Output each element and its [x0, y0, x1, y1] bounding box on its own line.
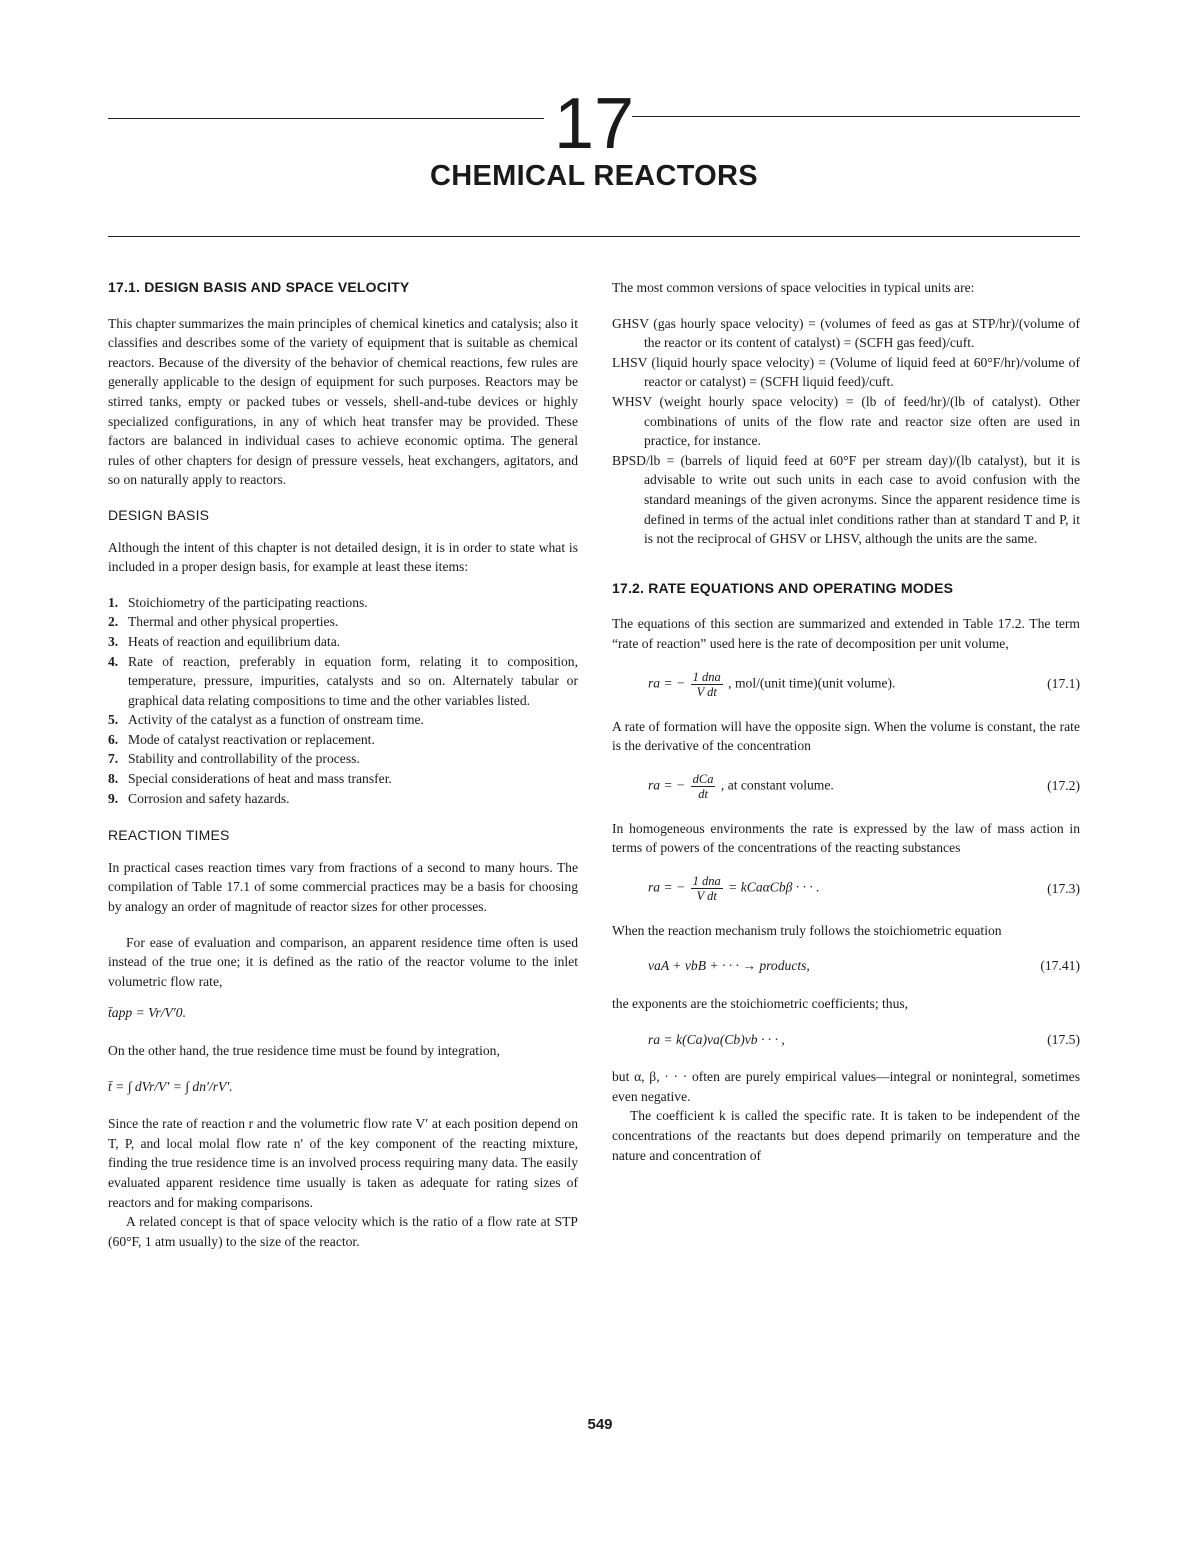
header-rule-right	[632, 116, 1080, 117]
list-item: 3. Heats of reaction and equilibrium data.	[108, 633, 341, 649]
equation-number: (17.41)	[1040, 958, 1080, 974]
chapter-title: CHEMICAL REACTORS	[430, 160, 758, 192]
header-rule-bottom	[108, 236, 1080, 237]
equation-number: (17.3)	[1047, 880, 1080, 896]
paragraph: The coefficient k is called the specific rate. It is taken to be independent of the concentrations of the reactants but does depend primarily on temperature and the nature and concentration of	[612, 1108, 1080, 1163]
equation-17-5: ra = k(Ca)νa(Cb)νb · · · , (17.5)	[612, 1030, 1080, 1050]
paragraph: When the reaction mechanism truly follows the stoichiometric equation	[612, 922, 1002, 938]
equation-number: (17.5)	[1047, 1031, 1080, 1047]
chapter-number: 17	[553, 84, 635, 164]
definition-item: GHSV (gas hourly space velocity) = (volumes of feed as gas at STP/hr)/(volume of the reactor or its content of catalyst) = (SCFH gas feed)/cuft.	[612, 315, 1080, 351]
paragraph: A rate of formation will have the opposite sign. When the volume is constant, the rate is the derivative of the concentration	[612, 718, 1080, 754]
definition-item: BPSD/lb = (barrels of liquid feed at 60°F per stream day)/(lb catalyst), but it is advisable to write out such units in each case to avoid confusion with the standard meanings of the given acronyms. Since the apparent residence time is defined in terms of the actual inlet conditions rather than at standard T and P, it is not the reciprocal of GHSV or LHSV, although the units are the same.	[612, 452, 1080, 547]
list-item: 9. Corrosion and safety hazards.	[108, 790, 290, 806]
list-item: 4. Rate of reaction, preferably in equation form, relating it to composition, temperature, pressure, impurities, catalysts and so on. Alternately tabular or graphical data relating compositions to time and the other variables listed.	[108, 653, 578, 708]
paragraph: For ease of evaluation and comparison, an apparent residence time often is used instead of the true one; it is defined as the ratio of the reactor volume to the inlet volumetric flow rate,	[108, 934, 578, 989]
paragraph: In homogeneous environments the rate is expressed by the law of mass action in terms of powers of the concentrations of the reacting substances	[612, 820, 1080, 856]
page-number: 549	[587, 1416, 613, 1433]
paragraph: In practical cases reaction times vary from fractions of a second to many hours. The compilation of Table 17.1 of some commercial practices may be a basis for choosing by analogy an order of magnitude of reactor sizes for other processes.	[108, 859, 578, 915]
section-heading-17-2: 17.2. RATE EQUATIONS AND OPERATING MODES	[612, 579, 954, 596]
equation-17-1: ra = − $\frac{\text{1 dna}}{\text{V dt}}$ , mol/(unit time)(unit volume). (17.1)	[648, 669, 1080, 699]
equation-17-3: ra = − $\frac{\text{1 dna}}{\text{V dt}}$ = kCaαCbβ · · · . (17.3)	[648, 873, 1080, 903]
definition-item: LHSV (liquid hourly space velocity) = (Volume of liquid feed at 60°F/hr)/volume of reactor or catalyst) = (SCFH liquid feed)/cuft.	[612, 354, 1080, 390]
equation-number: (17.1)	[1047, 676, 1080, 692]
paragraph: A related concept is that of space velocity which is the ratio of a flow rate at STP (60°F, 1 atm usually) to the size of the reactor.	[108, 1214, 578, 1249]
paragraph: On the other hand, the true residence time must be found by integration,	[108, 1043, 500, 1058]
list-item: 5. Activity of the catalyst as a function of onstream time.	[108, 712, 424, 728]
design-basis-list	[108, 593, 578, 809]
list-item: 8. Special considerations of heat and mass transfer.	[108, 771, 392, 787]
paragraph: Since the rate of reaction r and the volumetric flow rate V′ at each position depend on T, P, and local molal flow rate n′ of the key component of the reacting mixture, finding the true residence time is an involved process requiring many data. The easily evaluated apparent residence time usually is taken as adequate for rating sizes of reactors and for making comparisons.	[108, 1116, 578, 1210]
subheading-design-basis: DESIGN BASIS	[108, 506, 210, 523]
equation-true-residence-time: t̄ = ∫ dVr/V′ = ∫ dn′/rV′.	[108, 1078, 233, 1094]
list-item: 1. Stoichiometry of the participating reactions.	[108, 594, 368, 610]
paragraph: the exponents are the stoichiometric coefficients; thus,	[612, 996, 909, 1012]
equation-17-41: νaA + νbB + · · · → products, (17.41)	[612, 956, 1080, 976]
list-item: 2. Thermal and other physical properties.	[108, 614, 339, 630]
equation-number: (17.2)	[1047, 778, 1080, 794]
paragraph: but α, β, · · · often are purely empirical values—integral or nonintegral, sometimes even negative.	[612, 1069, 1080, 1104]
equation-17-2: ra = − $\frac{\text{dCa}}{dt}$ , at constant volume. (17.2)	[648, 771, 1080, 801]
paragraph: Although the intent of this chapter is not detailed design, it is in order to state what is included in a proper design basis, for example at least these items:	[108, 539, 578, 575]
paragraph: The most common versions of space velocities in typical units are:	[612, 280, 975, 295]
list-item: 6. Mode of catalyst reactivation or replacement.	[108, 731, 375, 747]
equation-apparent-residence-time: t̄app = Vr/V′0.	[108, 1005, 186, 1021]
space-velocity-definitions	[612, 314, 1080, 549]
definition-item: WHSV (weight hourly space velocity) = (lb of feed/hr)/(lb of catalyst). Other combinations of units of the flow rate and reactor size often are used in practice, for instance.	[612, 393, 1080, 449]
paragraph: This chapter summarizes the main principles of chemical kinetics and catalysis; also it classifies and describes some of the variety of equipment that is suitable as chemical reactors. Because of the diversity of the behavior of chemical reactions, few rules are generally applicable to the design of equipment for such purposes. Reactors may be stirred tanks, empty or packed tubes or vessels, shell-and-tube devices or highly specialized configurations, in any of which heat transfer may be provided. These factors are balanced in individual cases to achieve economic optima. The general rules of other chapters for design of pressure vessels, heat exchangers, agitators, and so on naturally apply to reactors.	[108, 315, 578, 488]
section-heading-17-1: 17.1. DESIGN BASIS AND SPACE VELOCITY	[108, 279, 410, 295]
chapter-header	[108, 84, 1080, 248]
left-column	[108, 278, 578, 1251]
subheading-reaction-times: REACTION TIMES	[108, 827, 230, 844]
paragraph: The equations of this section are summarized and extended in Table 17.2. The term “rate of reaction” used here is the rate of decomposition per unit volume,	[612, 616, 1080, 651]
right-column	[612, 278, 1080, 1165]
list-item: 7. Stability and controllability of the process.	[108, 751, 360, 767]
